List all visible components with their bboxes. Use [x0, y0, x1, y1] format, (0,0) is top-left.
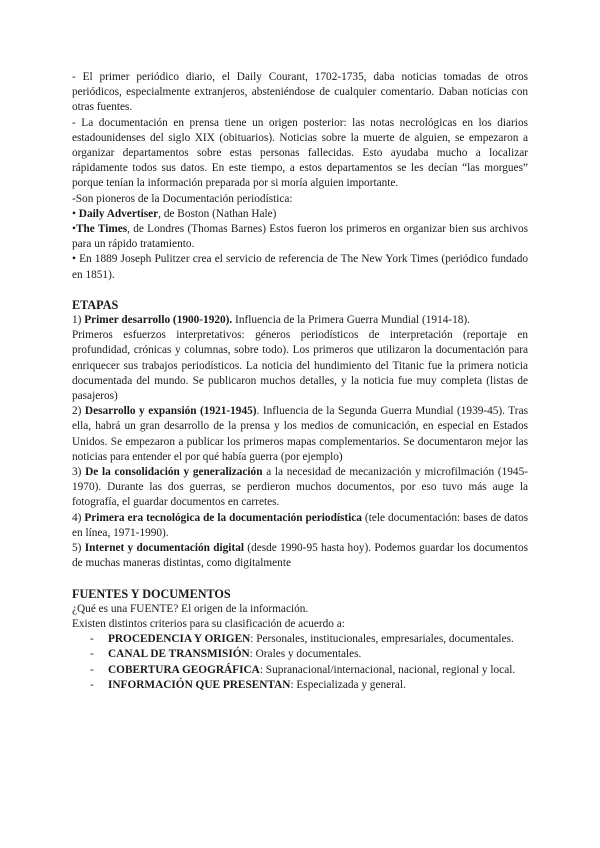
pionero-name: The Times: [75, 223, 128, 236]
etapa-detail: (desde 1990-95 hasta hoy). Podemos guardar los documentos de muchas maneras distintas, como digitalmente: [72, 542, 528, 570]
criterio-text: : Orales y documentales.: [249, 648, 362, 661]
etapa-label: De la consolidación y generalización: [85, 466, 263, 479]
spacer: [72, 283, 528, 298]
etapa-2: [72, 404, 528, 465]
criterio-label: PROCEDENCIA Y ORIGEN: [108, 633, 251, 646]
document-page: [72, 70, 528, 693]
pionero-daily-advertiser: [72, 207, 528, 222]
pionero-detail: , de Londres (Thomas Barnes) Estos fueron los primeros en organizar bien sus archivos para un rápido tratamiento.: [72, 223, 528, 251]
etapa-detail: . Influencia de la Segunda Guerra Mundial (1939-45). Tras ella, habrá un gran desarrollo de la prensa y los medios de comunicación, en especial en Estados Unidos. Se empezaron a publicar los primeros mapas complementarios. Se documentaron mejor las noticias para entender el por qué había guerra (por ejemplo): [72, 405, 528, 463]
etapa-number: 2): [72, 405, 85, 418]
bullet: •: [72, 223, 76, 236]
criterio-label: CANAL DE TRANSMISIÓN: [108, 648, 250, 661]
etapa-number: 1): [72, 314, 85, 327]
criterio-text: : Supranacional/internacional, nacional, regional y local.: [259, 663, 516, 676]
etapa-label: Internet y documentación digital: [84, 542, 244, 555]
intro-pioneros: -Son pioneros de la Documentación periodística:: [72, 192, 293, 205]
etapa-4: [72, 511, 528, 541]
etapa-1-body: Primeros esfuerzos interpretativos: géneros periodísticos de interpretación (reportaje en profundidad, crónicas y columnas, sobre todo). Los primeros que utilizaron la documentación para enriquecer sus trabajos periodísticos. La noticia del hundimiento del Titanic fue la primera noticia documentada del mundo. Se publicaron muchos detalles, y la noticia fue muy completa (listas de pasajeros): [72, 329, 528, 403]
criterio-text: : Personales, institucionales, empresariales, documentales.: [250, 633, 514, 646]
etapa-label: Primera era tecnológica de la documentación periodística: [84, 511, 362, 524]
fuentes-heading: FUENTES Y DOCUMENTOS: [72, 586, 231, 601]
pionero-pulitzer: • En 1889 Joseph Pulitzer crea el servicio de referencia de The New York Times (periódico fundado en 1851).: [72, 253, 528, 281]
criterio-text: : Especializada y general.: [290, 678, 406, 691]
pionero-the-times: [72, 222, 528, 252]
etapa-5: [72, 541, 528, 571]
etapa-detail: a la necesidad de mecanización y microfilmación (1945-1970). Durante las dos guerras, se perdieron muchos documentos, por eso tuvo más auge la fotografía, el guardar documentos en carretes.: [72, 466, 528, 509]
fuentes-question: ¿Qué es una FUENTE? El origen de la información.: [72, 602, 309, 615]
intro-paragraph-necrologicas: - La documentación en prensa tiene un origen posterior: las notas necrológicas en los diarios estadounidenses del siglo XIX (obituarios). Noticias sobre la muerte de alguien, se empezaron a organizar departamentos sobre estas personas fallecidas. Esto ayudaba mucho a localizar rápidamente todos sus datos. En este tiempo, a estos departamentos se les decían “las morgues” porque tenían la información preparada por si moría alguien importante.: [72, 116, 528, 190]
criterio-item: [72, 632, 528, 647]
criterio-item: [72, 678, 528, 693]
dash-marker: -: [90, 633, 94, 646]
etapa-label: Primer desarrollo (1900-1920).: [84, 314, 233, 327]
fuentes-intro: Existen distintos criterios para su clasificación de acuerdo a:: [72, 617, 345, 630]
dash-marker: -: [90, 648, 94, 661]
spacer: [72, 572, 528, 587]
etapa-label: Desarrollo y expansión (1921-1945): [84, 405, 257, 418]
bullet: •: [72, 207, 79, 220]
etapa-3: [72, 465, 528, 511]
dash-marker: -: [90, 678, 94, 691]
criterio-label: COBERTURA GEOGRÁFICA: [108, 663, 260, 676]
etapa-number: 5): [72, 542, 85, 555]
etapa-1-title: [72, 313, 528, 328]
criterio-item: [72, 647, 528, 662]
intro-paragraph-daily-courant: - El primer periódico diario, el Daily Courant, 1702-1735, daba noticias tomadas de otros periódicos, especialmente extranjeros, absteniéndose de cualquier comentario. Daban noticias con otras fuentes.: [72, 71, 528, 114]
criterio-item: [72, 663, 528, 678]
dash-marker: -: [90, 663, 94, 676]
pionero-name: Daily Advertiser: [78, 207, 159, 220]
pionero-detail: , de Boston (Nathan Hale): [158, 207, 277, 220]
etapa-number: 3): [72, 466, 86, 479]
etapa-detail: (tele documentación: bases de datos en línea, 1971-1990).: [72, 511, 528, 539]
etapa-number: 4): [72, 511, 85, 524]
criterio-label: INFORMACIÓN QUE PRESENTAN: [108, 678, 291, 691]
etapas-heading: ETAPAS: [72, 297, 119, 312]
criterios-list: [72, 632, 528, 693]
etapa-detail: Influencia de la Primera Guerra Mundial (1914-18).: [232, 314, 471, 327]
